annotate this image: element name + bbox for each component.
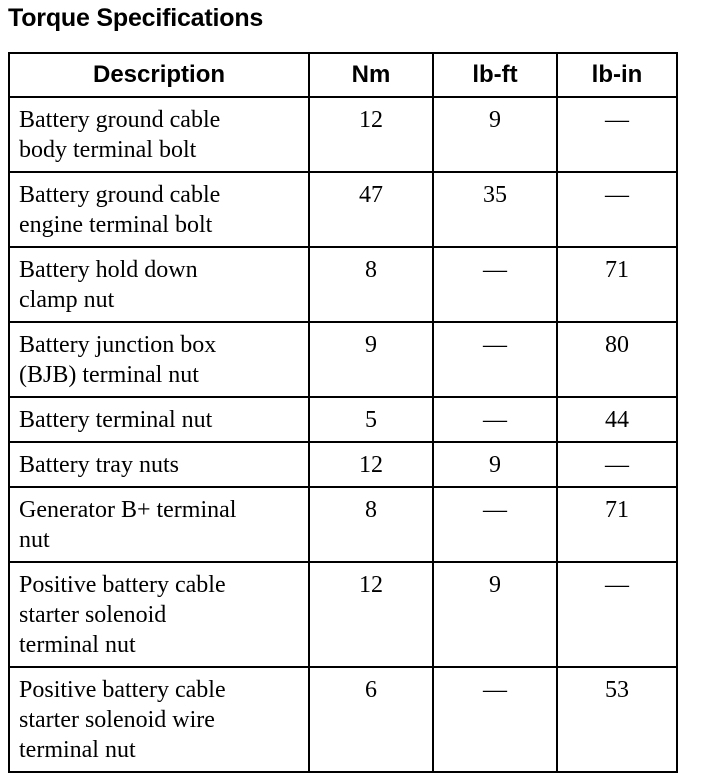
description-cell bbox=[9, 397, 309, 442]
description-line: Battery junction box bbox=[19, 332, 217, 358]
table-row bbox=[9, 442, 677, 487]
table-row bbox=[9, 397, 677, 442]
nm-cell: 12 bbox=[309, 97, 433, 172]
description-line: Battery hold down bbox=[19, 257, 198, 283]
column-header-nm: Nm bbox=[309, 53, 433, 97]
description-cell bbox=[9, 97, 309, 172]
column-header-description: Description bbox=[9, 53, 309, 97]
column-header-lb-ft: lb-ft bbox=[433, 53, 557, 97]
lb-in-cell: 80 bbox=[557, 322, 677, 397]
lb-ft-cell: — bbox=[433, 487, 557, 562]
lb-in-cell: — bbox=[557, 442, 677, 487]
description-cell bbox=[9, 562, 309, 667]
lb-in-cell: — bbox=[557, 562, 677, 667]
table-row bbox=[9, 322, 677, 397]
nm-cell: 8 bbox=[309, 247, 433, 322]
lb-ft-cell: — bbox=[433, 247, 557, 322]
lb-in-cell: 71 bbox=[557, 487, 677, 562]
description-line: nut bbox=[19, 527, 50, 553]
description-line: engine terminal bolt bbox=[19, 212, 213, 238]
description-line: Positive battery cable bbox=[19, 677, 226, 703]
table-row bbox=[9, 97, 677, 172]
nm-cell: 6 bbox=[309, 667, 433, 772]
description-line: starter solenoid wire bbox=[19, 707, 215, 733]
nm-cell: 5 bbox=[309, 397, 433, 442]
description-line: starter solenoid bbox=[19, 602, 167, 628]
lb-ft-cell: — bbox=[433, 667, 557, 772]
lb-in-cell: 71 bbox=[557, 247, 677, 322]
description-line: Battery terminal nut bbox=[19, 407, 213, 433]
table-row bbox=[9, 172, 677, 247]
column-header-lb-in: lb-in bbox=[557, 53, 677, 97]
description-cell bbox=[9, 667, 309, 772]
lb-in-cell: 53 bbox=[557, 667, 677, 772]
nm-cell: 9 bbox=[309, 322, 433, 397]
page-title: Torque Specifications bbox=[8, 4, 264, 32]
lb-ft-cell: 9 bbox=[433, 442, 557, 487]
table-row bbox=[9, 562, 677, 667]
description-line: Battery tray nuts bbox=[19, 452, 179, 478]
description-line: Positive battery cable bbox=[19, 572, 226, 598]
nm-cell: 12 bbox=[309, 562, 433, 667]
description-cell bbox=[9, 247, 309, 322]
lb-ft-cell: — bbox=[433, 322, 557, 397]
description-cell bbox=[9, 172, 309, 247]
lb-ft-cell: — bbox=[433, 397, 557, 442]
lb-in-cell: — bbox=[557, 97, 677, 172]
description-line: Generator B+ terminal bbox=[19, 497, 237, 523]
nm-cell: 8 bbox=[309, 487, 433, 562]
description-cell bbox=[9, 442, 309, 487]
lb-ft-cell: 9 bbox=[433, 562, 557, 667]
description-line: clamp nut bbox=[19, 287, 115, 313]
description-line: terminal nut bbox=[19, 632, 136, 658]
description-line: body terminal bolt bbox=[19, 137, 197, 163]
table-header-row bbox=[9, 53, 677, 97]
table-body bbox=[9, 97, 677, 772]
description-cell bbox=[9, 322, 309, 397]
table-row bbox=[9, 667, 677, 772]
nm-cell: 12 bbox=[309, 442, 433, 487]
nm-cell: 47 bbox=[309, 172, 433, 247]
description-line: terminal nut bbox=[19, 737, 136, 763]
table-row bbox=[9, 247, 677, 322]
lb-ft-cell: 35 bbox=[433, 172, 557, 247]
lb-ft-cell: 9 bbox=[433, 97, 557, 172]
torque-spec-table bbox=[8, 52, 678, 773]
description-line: (BJB) terminal nut bbox=[19, 362, 199, 388]
table-row bbox=[9, 487, 677, 562]
lb-in-cell: — bbox=[557, 172, 677, 247]
description-cell bbox=[9, 487, 309, 562]
lb-in-cell: 44 bbox=[557, 397, 677, 442]
description-line: Battery ground cable bbox=[19, 107, 221, 133]
description-line: Battery ground cable bbox=[19, 182, 221, 208]
